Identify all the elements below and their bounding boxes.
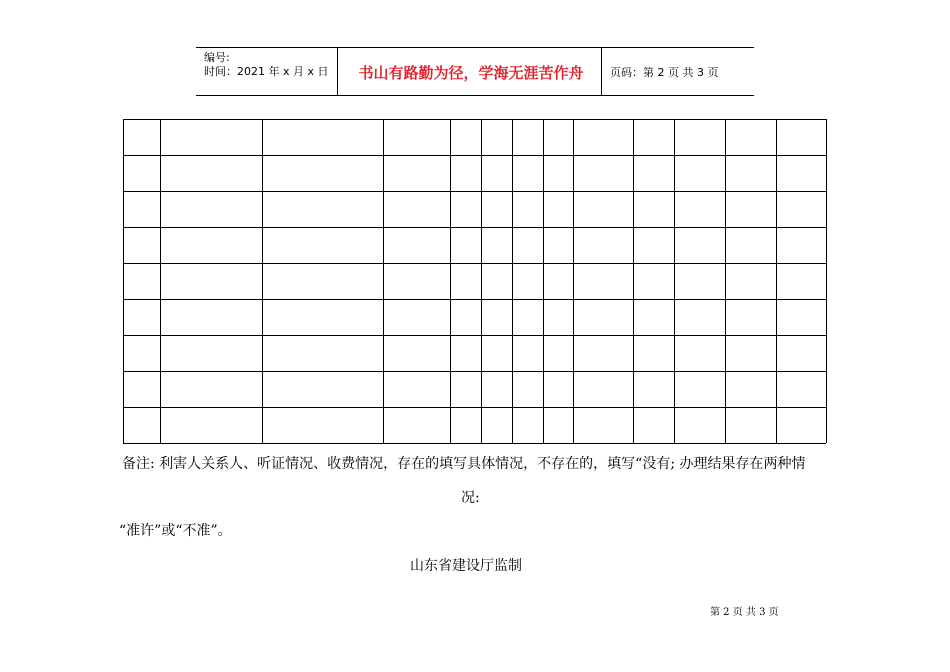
- page-footer: 第 2 页 共 3 页: [710, 607, 779, 618]
- table-cell: [384, 372, 450, 407]
- table-cell: [726, 120, 776, 155]
- table-cell: [451, 408, 481, 443]
- table-cell: [263, 192, 383, 227]
- table-cell: [124, 120, 160, 155]
- table-cell: [777, 408, 826, 443]
- table-cell: [675, 408, 725, 443]
- table-cell: [634, 336, 674, 371]
- table-cell: [574, 408, 633, 443]
- table-cell: [124, 372, 160, 407]
- table-cell: [263, 120, 383, 155]
- table-cell: [675, 156, 725, 191]
- table-cell: [634, 264, 674, 299]
- table-cell: [451, 264, 481, 299]
- table-cell: [482, 264, 512, 299]
- table-cell: [574, 336, 633, 371]
- table-cell: [574, 120, 633, 155]
- table-cell: [726, 264, 776, 299]
- table-cell: [161, 120, 262, 155]
- table-cell: [675, 228, 725, 263]
- motto-text: 书山有路勤为径，学海无涯苦作舟: [358, 64, 584, 82]
- table-cell: [263, 408, 383, 443]
- table-cell: [726, 336, 776, 371]
- table-cell: [726, 192, 776, 227]
- number-label: 编号:: [204, 51, 230, 64]
- table-cell: [451, 300, 481, 335]
- table-cell: [263, 336, 383, 371]
- table-cell: [161, 408, 262, 443]
- table-cell: [544, 372, 573, 407]
- table-cell: [634, 228, 674, 263]
- table-cell: [384, 156, 450, 191]
- table-cell: [777, 300, 826, 335]
- table-cell: [726, 408, 776, 443]
- table-cell: [482, 300, 512, 335]
- table-cell: [634, 300, 674, 335]
- table-cell: [777, 156, 826, 191]
- table-cell: [384, 264, 450, 299]
- time-label: 时间：2021 年 x 月 x 日: [204, 65, 329, 78]
- table-cell: [513, 300, 543, 335]
- table-cell: [263, 156, 383, 191]
- table-cell: [513, 120, 543, 155]
- remarks-line-3: “准许”或“不准”。: [119, 523, 232, 539]
- table-cell: [451, 336, 481, 371]
- table-cell: [482, 408, 512, 443]
- table-cell: [675, 264, 725, 299]
- table-cell: [574, 372, 633, 407]
- table-cell: [263, 228, 383, 263]
- table-cell: [263, 372, 383, 407]
- table-cell: [634, 408, 674, 443]
- table-cell: [675, 120, 725, 155]
- table-cell: [513, 336, 543, 371]
- table-cell: [675, 336, 725, 371]
- table-cell: [482, 336, 512, 371]
- table-cell: [161, 156, 262, 191]
- table-cell: [513, 228, 543, 263]
- table-cell: [634, 156, 674, 191]
- remarks-line-1: 备注: 利害人关系人、听证情况、收费情况，存在的填写具体情况，不存在的，填写“没有; 办理结果存在两种情: [122, 456, 806, 472]
- table-cell: [777, 192, 826, 227]
- table-cell: [513, 408, 543, 443]
- table-cell: [574, 264, 633, 299]
- table-cell: [544, 192, 573, 227]
- table-cell: [675, 372, 725, 407]
- table-cell: [384, 192, 450, 227]
- table-cell: [777, 120, 826, 155]
- table-cell: [161, 192, 262, 227]
- table-cell: [451, 228, 481, 263]
- table-cell: [574, 156, 633, 191]
- table-cell: [726, 372, 776, 407]
- table-cell: [726, 228, 776, 263]
- table-cell: [161, 336, 262, 371]
- table-cell: [124, 156, 160, 191]
- table-cell: [161, 300, 262, 335]
- table-cell: [161, 228, 262, 263]
- table-cell: [777, 372, 826, 407]
- table-cell: [384, 336, 450, 371]
- table-cell: [544, 408, 573, 443]
- table-cell: [777, 228, 826, 263]
- table-cell: [482, 120, 512, 155]
- table-cell: [384, 408, 450, 443]
- table-cell: [384, 300, 450, 335]
- table-cell: [634, 372, 674, 407]
- table-cell: [124, 300, 160, 335]
- table-cell: [777, 336, 826, 371]
- table-cell: [544, 228, 573, 263]
- table-cell: [544, 336, 573, 371]
- table-cell: [161, 264, 262, 299]
- table-cell: [263, 264, 383, 299]
- table-cell: [574, 228, 633, 263]
- remarks-line-2: 况:: [461, 490, 480, 506]
- table-cell: [544, 264, 573, 299]
- table-cell: [544, 156, 573, 191]
- table-cell: [482, 228, 512, 263]
- table-cell: [675, 192, 725, 227]
- table-cell: [263, 300, 383, 335]
- table-cell: [482, 156, 512, 191]
- table-cell: [513, 156, 543, 191]
- table-cell: [574, 192, 633, 227]
- table-cell: [161, 372, 262, 407]
- table-cell: [482, 372, 512, 407]
- table-cell: [124, 264, 160, 299]
- table-cell: [777, 264, 826, 299]
- issuer-label: 山东省建设厅监制: [410, 558, 522, 574]
- table-cell: [726, 156, 776, 191]
- table-column-line: [826, 119, 827, 443]
- page-info: 页码：第 2 页 共 3 页: [610, 66, 719, 79]
- table-cell: [634, 192, 674, 227]
- table-cell: [726, 300, 776, 335]
- table-cell: [513, 372, 543, 407]
- table-row-line: [123, 443, 826, 444]
- table-cell: [124, 408, 160, 443]
- table-cell: [384, 120, 450, 155]
- table-cell: [634, 120, 674, 155]
- table-cell: [513, 264, 543, 299]
- table-cell: [384, 228, 450, 263]
- table-cell: [513, 192, 543, 227]
- table-cell: [124, 192, 160, 227]
- table-cell: [124, 228, 160, 263]
- table-cell: [451, 120, 481, 155]
- table-cell: [451, 156, 481, 191]
- table-cell: [451, 192, 481, 227]
- table-cell: [482, 192, 512, 227]
- table-cell: [451, 372, 481, 407]
- table-cell: [574, 300, 633, 335]
- table-cell: [124, 336, 160, 371]
- table-cell: [675, 300, 725, 335]
- table-cell: [544, 300, 573, 335]
- table-cell: [544, 120, 573, 155]
